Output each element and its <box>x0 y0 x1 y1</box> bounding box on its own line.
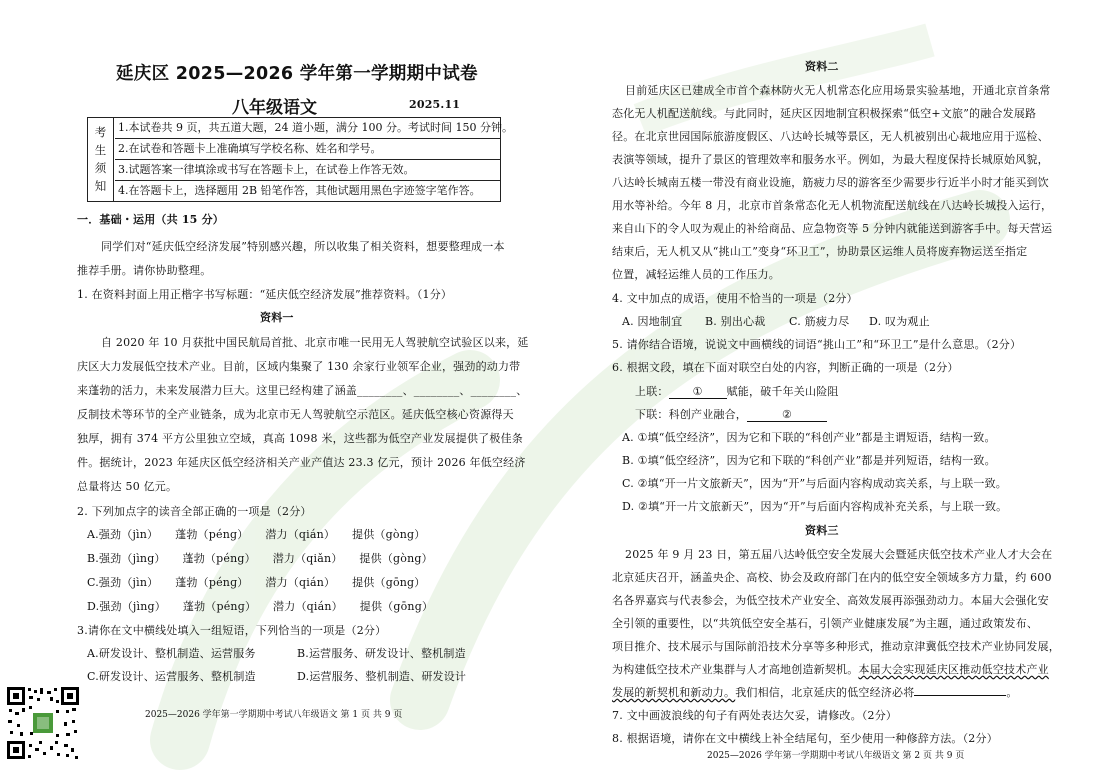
couplet-label: 下联：科创产业融合， <box>635 408 747 421</box>
material-2-line: 目前延庆区已建成全市首个森林防火无人机常态化应用场景实验基地，开通北京首条常 <box>625 84 1051 97</box>
wavy-sentence: 本届大会实现延庆区推动低空技术产业 <box>858 663 1049 676</box>
material-1-line: 件。据统计，2023 年延庆区低空经济相关产业产值达 23.3 亿元，预计 2026 年低空经济 <box>77 456 526 469</box>
option: D.强劲（jìng） 蓬勃（pénɡ） 潜力（qián） 提供（gōng） <box>87 600 434 613</box>
wavy-sentence: 发展的新契机和新动力。 <box>612 686 736 699</box>
option: C.强劲（jìn） 蓬勃（pénɡ） 潜力（qián） 提供（gōng） <box>87 576 426 589</box>
qr-code[interactable] <box>6 686 80 760</box>
notice-item: 3.试题答案一律填涂或书写在答题卡上，在试卷上作答无效。 <box>115 160 500 181</box>
notice-label-char: 生 <box>94 143 107 157</box>
page-footer: 2025—2026 学年第一学期期中考试八年级语文 第 2 页 共 9 页 <box>707 751 965 761</box>
material-2-line: 八达岭长城南五楼一带没有商业设施，筋疲力尽的游客至少需要步行近半小时才能买到饮 <box>612 176 1049 189</box>
notice-item: 4.在答题卡上，选择题用 2B 铅笔作答，其他试题用黑色字迹签字笔作答。 <box>118 184 481 197</box>
material-2-line: 用水等补给。今年 8 月，北京市首条常态化无人机物流配送航线在八达岭长城投入运行， <box>612 199 1053 212</box>
material-3-text: 为构建低空技术产业集群与人才高地创造新契机。 <box>612 663 859 676</box>
material-3-text: 。 <box>1006 686 1018 699</box>
material-2-line: 径。在北京世园国际旅游度假区、八达岭长城等景区，无人机被别出心裁地应用于巡检、 <box>612 130 1049 143</box>
material-1-title: 资料一 <box>260 311 294 324</box>
page-footer: 2025—2026 学年第一学期期中考试八年级语文 第 1 页 共 9 页 <box>145 710 403 720</box>
couplet-lower <box>635 406 827 422</box>
material-2-line: 表演等领域，提升了景区的管理效率和服务水平。例如，为最大程度保持长城原始风貌， <box>612 153 1049 166</box>
material-2-title: 资料二 <box>805 60 839 73</box>
option: A.强劲（jìn） 蓬勃（péng） 潜力（qián） 提供（gòng） <box>87 528 426 541</box>
question-4: 4. 文中加点的成语，使用不恰当的一项是（2分） <box>612 292 858 305</box>
exam-subtitle: 八年级语文 <box>232 98 317 118</box>
exam-date: 2025.11 <box>409 98 461 111</box>
intro-text: 同学们对“延庆低空经济发展”特别感兴趣，所以收集了相关资料，想要整理成一本 <box>101 240 505 253</box>
notice-item: 2.在试卷和答题卡上准确填写学校名称、姓名和学号。 <box>115 139 500 160</box>
section-heading: 一．基础・运用（共 15 分） <box>77 213 224 226</box>
material-2-line: 位置，减轻运维人员的工作压力。 <box>612 268 780 281</box>
option: B. 别出心裁 <box>705 315 766 328</box>
option: D. ②填“开一片文旅新天”，因为“开”与后面内容构成补充关系，与上联一致。 <box>622 500 1008 513</box>
page-2 <box>547 0 1094 771</box>
material-1-line: 独厚，拥有 374 平方公里独立空域，真高 1098 米，这些都为低空产业发展提供了极佳条 <box>77 432 523 445</box>
material-2-line: 结束后，无人机又从“挑山工”变身“环卫工”，协助景区运维人员将废弃物运送至指定 <box>612 245 1028 258</box>
material-2-line: 来自山下的令人叹为观止的补给商品、应急物资等 5 分钟内就能送到游客手中。每天营运 <box>612 222 1053 235</box>
material-2-line: 态化无人机配送航线。与此同时，延庆区因地制宜积极探索“低空+文旅”的融合发展路 <box>612 107 1037 120</box>
couplet-label: 上联： <box>635 385 669 398</box>
material-3-line: 北京延庆召开，涵盖央企、高校、协会及政府部门在内的低空安全领域多方力量，约 600 <box>612 571 1052 584</box>
question-2: 2. 下列加点字的读音全部正确的一项是（2分） <box>77 505 312 518</box>
option: B.强劲（jìng） 蓬勃（péng） 潜力（qiǎn） 提供（gòng） <box>87 552 433 565</box>
intro-text: 推荐手册。请你协助整理。 <box>77 264 212 277</box>
option: B.运营服务、研发设计、整机制造 <box>297 647 466 660</box>
option: C.研发设计、运营服务、整机制造 <box>87 670 256 683</box>
option: C. 筋疲力尽 <box>789 315 850 328</box>
material-1-line: 自 2020 年 10 月获批中国民航局首批、北京市唯一民用无人驾驶航空试验区以来，延 <box>101 336 529 349</box>
material-3-line: 项目推介、技术展示与国际前沿技术分享等多种形式，推动京津冀低空技术产业协同发展， <box>612 640 1060 653</box>
notice-label <box>88 118 114 201</box>
notice-label-char: 知 <box>94 179 107 193</box>
material-3-line <box>612 661 1049 677</box>
notice-item: 1.本试卷共 9 页，共五道大题，24 道小题，满分 100 分。考试时间 150 分钟。 <box>115 118 500 139</box>
option: A.研发设计、整机制造、运营服务 <box>87 647 256 660</box>
material-1-line: 总量将达 50 亿元。 <box>77 480 178 493</box>
option: D. 叹为观止 <box>869 315 930 328</box>
question-8: 8. 根据语境，请你在文中横线上补全结尾句，至少使用一种修辞方法。（2分） <box>612 732 998 745</box>
material-1-line: 来蓬勃的活力，未来发展潜力巨大。这里已经构建了涵盖________、________、________、 <box>77 384 528 397</box>
candidate-notice-box <box>87 117 513 202</box>
material-3-line: 全引领的重要性，以“共筑低空安全基石，引领产业健康发展”为主题，通过政策发布、 <box>612 617 1039 630</box>
question-1: 1. 在资料封面上用正楷字书写标题：“延庆低空经济发展”推荐资料。（1分） <box>77 288 453 301</box>
material-1-line: 庆区大力发展低空技术产业。目前，区域内集聚了 130 余家行业领军企业，强劲的动力带 <box>77 360 521 373</box>
couplet-upper <box>635 383 839 399</box>
question-5: 5. 请你结合语境，说说文中画横线的词语“挑山工”和“环卫工”是什么意思。（2分） <box>612 338 1022 351</box>
notice-label-char: 考 <box>94 125 107 139</box>
option: B. ①填“低空经济”，因为它和下联的“科创产业”都是并列短语，结构一致。 <box>622 454 996 467</box>
couplet-blank-1: ① <box>669 385 727 399</box>
question-3: 3.请你在文中横线处填入一组短语，下列恰当的一项是（2分） <box>77 624 387 637</box>
material-3-text: 我们相信，北京延庆的低空经济必将 <box>735 686 915 699</box>
material-1-line: 反制技术等环节的全产业链条，成为北京市无人驾驶航空示范区。延庆低空核心资源得天 <box>77 408 514 421</box>
couplet-blank-2: ② <box>747 408 827 422</box>
material-3-line <box>612 684 1018 700</box>
couplet-text: 赋能，破千年关山险阻 <box>726 385 839 398</box>
qr-code-icon <box>6 686 80 760</box>
option: A. ①填“低空经济”，因为它和下联的“科创产业”都是主谓短语，结构一致。 <box>622 431 996 444</box>
material-3-line: 名各界嘉宾与代表参会，为低空技术产业安全、高效发展再添强劲动力。本届大会强化安 <box>612 594 1049 607</box>
question-6: 6. 根据文段，填在下面对联空白处的内容，判断正确的一项是（2分） <box>612 361 959 374</box>
answer-blank <box>914 695 1006 696</box>
option: D.运营服务、整机制造、研发设计 <box>297 670 467 683</box>
material-3-line: 2025 年 9 月 23 日，第五届八达岭低空安全发展大会暨延庆低空技术产业人才大会在 <box>625 548 1053 561</box>
question-7: 7. 文中画波浪线的句子有两处表达欠妥，请修改。（2分） <box>612 709 898 722</box>
material-3-title: 资料三 <box>805 524 839 537</box>
option: C. ②填“开一片文旅新天”，因为“开”与后面内容构成动宾关系，与上联一致。 <box>622 477 1007 490</box>
exam-title: 延庆区 2025—2026 学年第一学期期中试卷 <box>116 64 478 84</box>
notice-label-char: 须 <box>94 161 107 175</box>
option: A. 因地制宜 <box>622 315 683 328</box>
